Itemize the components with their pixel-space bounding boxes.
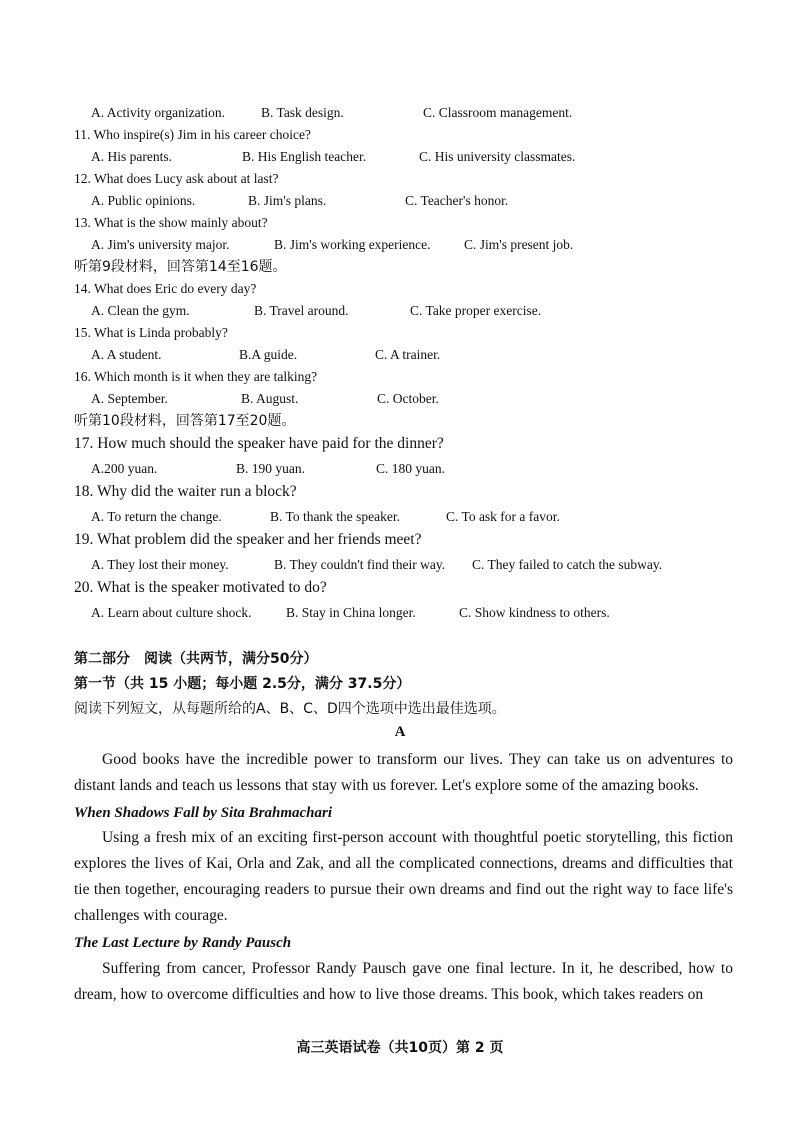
option-a: A.200 yuan. <box>91 461 158 476</box>
option-c: C. They failed to catch the subway. <box>472 557 663 572</box>
option-c: C. 180 yuan. <box>376 461 445 476</box>
question-13: 13. What is the show mainly about? <box>74 215 268 230</box>
option-c: C. October. <box>377 391 439 406</box>
q14-options <box>91 304 791 320</box>
book-paragraph-2: Suffering from cancer, Professor Randy Pausch gave one final lecture. In it, he described, how to dream, how to overcome difficulties and how to live those dreams. This book, which takes readers on <box>74 960 733 1003</box>
option-b: B. They couldn't find their way. <box>274 557 446 572</box>
q10-options <box>91 106 791 122</box>
option-c: C. Take proper exercise. <box>410 303 542 318</box>
q16-options <box>91 392 791 408</box>
reading-instruction: 阅读下列短文，从每题所给的A、B、C、D四个选项中选出最佳选项。 <box>74 701 506 717</box>
option-b: B. Stay in China longer. <box>286 605 416 620</box>
option-a: A. Jim's university major. <box>91 237 230 252</box>
q13-options <box>91 238 791 254</box>
question-11: 11. Who inspire(s) Jim in his career choice? <box>74 127 311 142</box>
part-two-title: 第二部分 阅读（共两节，满分50分） <box>74 651 318 667</box>
q15-options <box>91 348 791 364</box>
option-b: B. Task design. <box>261 105 344 120</box>
question-14: 14. What does Eric do every day? <box>74 281 257 296</box>
question-20: 20. What is the speaker motivated to do? <box>74 579 327 596</box>
page-footer: 高三英语试卷（共10页）第 2 页 <box>296 1040 504 1056</box>
option-c: C. Show kindness to others. <box>459 605 610 620</box>
q12-options <box>91 194 791 210</box>
option-b: B. Jim's working experience. <box>274 237 431 252</box>
option-b: B. August. <box>241 391 299 406</box>
option-b: B. Jim's plans. <box>248 193 327 208</box>
option-a: A. Public opinions. <box>91 193 196 208</box>
intro-paragraph: Good books have the incredible power to transform our lives. They can take us on adventures to distant lands and teach us lessons that stay with us forever. Let's explore some of the amazing books. <box>74 751 733 794</box>
book-paragraph-1: Using a fresh mix of an exciting first-person account with thoughtful poetic storytelling, this fiction explores the lives of Kai, Orla and Zak, and all the complicated connections, dreams and difficulties that tie then together, encouraging readers to pursue their own dreams and find out the right way to face life's challenges with courage. <box>74 829 733 924</box>
option-a: A. They lost their money. <box>91 557 229 572</box>
book-title-1: When Shadows Fall by Sita Brahmachari <box>74 805 332 821</box>
q19-options <box>91 558 791 574</box>
option-b: B. To thank the speaker. <box>270 509 401 524</box>
q18-options <box>91 510 791 526</box>
question-15: 15. What is Linda probably? <box>74 325 228 340</box>
option-c: C. Jim's present job. <box>464 237 574 252</box>
option-c: C. Classroom management. <box>423 105 573 120</box>
section-one-title: 第一节（共 15 小题；每小题 2.5分，满分 37.5分） <box>74 676 411 692</box>
option-a: A. Clean the gym. <box>91 303 190 318</box>
option-c: C. A trainer. <box>375 347 441 362</box>
q17-options <box>91 462 791 478</box>
question-18: 18. Why did the waiter run a block? <box>74 483 297 500</box>
question-17: 17. How much should the speaker have paid for the dinner? <box>74 435 444 452</box>
book-title-2: The Last Lecture by Randy Pausch <box>74 935 292 951</box>
option-a: A. A student. <box>91 347 162 362</box>
option-b: B. His English teacher. <box>242 149 367 164</box>
question-12: 12. What does Lucy ask about at last? <box>74 171 279 186</box>
option-b: B. Travel around. <box>254 303 349 318</box>
option-a: A. Activity organization. <box>91 105 225 120</box>
option-a: A. To return the change. <box>91 509 222 524</box>
option-a: A. His parents. <box>91 149 172 164</box>
section-heading-10: 听第10段材料，回答第17至20题。 <box>74 413 296 429</box>
section-heading-9: 听第9段材料，回答第14至16题。 <box>74 259 287 275</box>
option-c: C. His university classmates. <box>419 149 576 164</box>
q20-options <box>91 606 791 622</box>
option-a: A. Learn about culture shock. <box>91 605 252 620</box>
question-19: 19. What problem did the speaker and her friends meet? <box>74 531 422 548</box>
q11-options <box>91 150 791 166</box>
option-c: C. Teacher's honor. <box>405 193 509 208</box>
question-16: 16. Which month is it when they are talking? <box>74 369 318 384</box>
option-b: B.A guide. <box>239 347 298 362</box>
option-c: C. To ask for a favor. <box>446 509 560 524</box>
passage-label: A <box>394 724 406 740</box>
option-a: A. September. <box>91 391 168 406</box>
option-b: B. 190 yuan. <box>236 461 305 476</box>
